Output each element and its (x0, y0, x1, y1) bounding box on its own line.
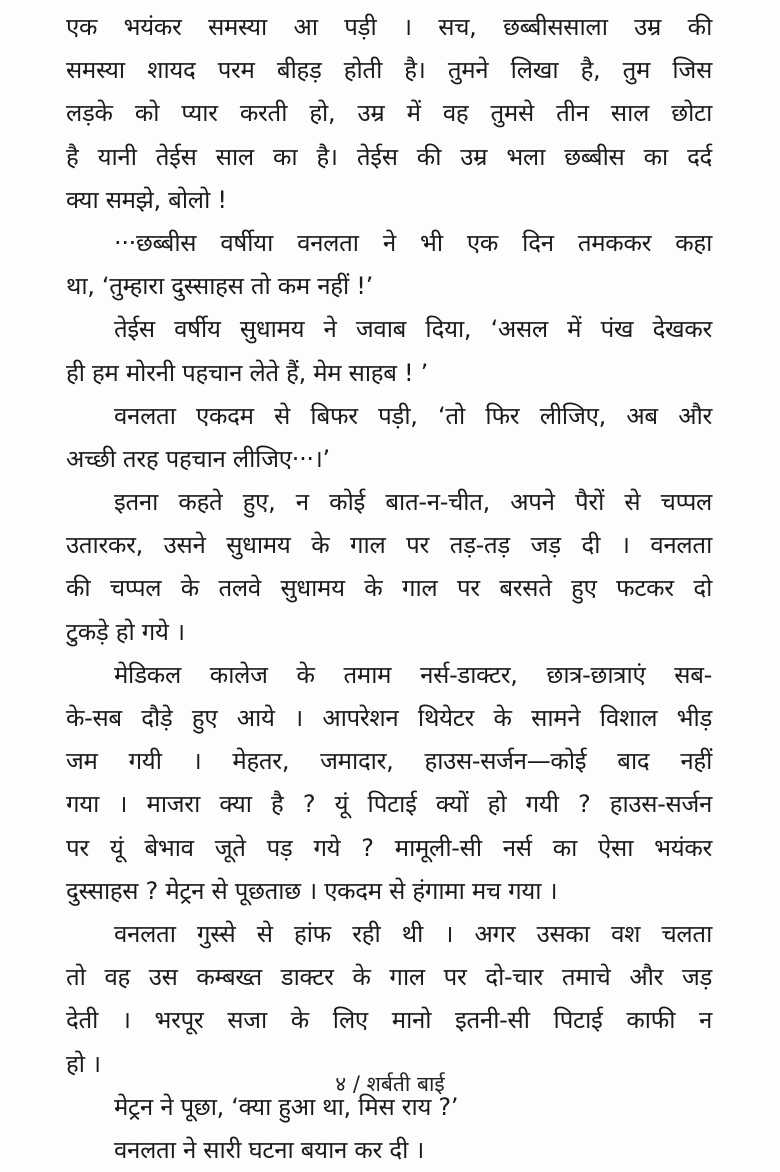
text-line: पर यूं बेभाव जूते पड़ गये ? मामूली-सी नर्स का ऐसा भयंकर (66, 833, 712, 862)
page-footer (0, 1070, 780, 1098)
text-line: देती । भरपूर सजा के लिए मानो इतनी-सी पिटाई काफी न (66, 1006, 712, 1035)
text-line: क्या समझे, बोलो ! (66, 185, 227, 214)
footer-text: ४ / शर्बती बाई (335, 1072, 445, 1096)
text-line: तेईस वर्षीय सुधामय ने जवाब दिया, ‘असल में पंख देखकर (114, 315, 712, 344)
text-line: हो । (66, 1049, 101, 1078)
text-line: था, ‘तुम्हारा दुस्साहस तो कम नहीं !’ (66, 272, 373, 301)
text-line: उतारकर, उसने सुधामय के गाल पर तड़-तड़ जड़ दी । वनलता (66, 531, 712, 560)
text-line: वनलता ने सारी घटना बयान कर दी । (114, 1135, 425, 1164)
text-line: की चप्पल के तलवे सुधामय के गाल पर बरसते हुए फटकर दो (66, 574, 712, 603)
text-line: इतना कहते हुए, न कोई बात-न-चीत, अपने पैरों से चप्पल (114, 488, 712, 517)
page-body (66, 6, 712, 1172)
text-line: गया । माजरा क्या है ? यूं पिटाई क्यों हो गयी ? हाउस-सर्जन (66, 790, 712, 819)
text-line: टुकड़े हो गये । (66, 617, 185, 646)
text-line: जम गयी । मेहतर, जमादार, हाउस-सर्जन—कोई बाद नहीं (66, 747, 712, 776)
text-line: लड़के को प्यार करती हो, उम्र में वह तुमसे तीन साल छोटा (66, 99, 712, 128)
text-line: के-सब दौड़े हुए आये । आपरेशन थियेटर के सामने विशाल भीड़ (66, 704, 712, 732)
text-line: तो वह उस कम्बख्त डाक्टर के गाल पर दो-चार तमाचे और जड़ (66, 963, 712, 992)
text-line: मेडिकल कालेज के तमाम नर्स-डाक्टर, छात्र-छात्राएं सब- (114, 660, 712, 689)
text-line: है यानी तेईस साल का है। तेईस की उम्र भला छब्बीस का दर्द (66, 142, 712, 171)
text-line: ···छब्बीस वर्षीया वनलता ने भी एक दिन तमककर कहा (114, 228, 712, 257)
text-line: समस्या शायद परम बीहड़ होती है। तुमने लिखा है, तुम जिस (66, 56, 712, 85)
text-line: अच्छी तरह पहचान लीजिए···।’ (66, 444, 330, 473)
text-line: वनलता गुस्से से हांफ रही थी । अगर उसका वश चलता (114, 919, 712, 948)
text-line: दुस्साहस ? मेट्रन से पूछताछ । एकदम से हंगामा मच गया । (66, 876, 558, 905)
text-line: ही हम मोरनी पहचान लेते हैं, मेम साहब ! ’ (66, 358, 428, 387)
text-line: वनलता एकदम से बिफर पड़ी, ‘तो फिर लीजिए, अब और (114, 401, 712, 430)
text-line: एक भयंकर समस्या आ पड़ी । सच, छब्बीससाला उम्र की (66, 13, 712, 41)
text-line: मेट्रन ने पूछा, ‘क्या हुआ था, मिस राय ?’ (114, 1092, 459, 1121)
